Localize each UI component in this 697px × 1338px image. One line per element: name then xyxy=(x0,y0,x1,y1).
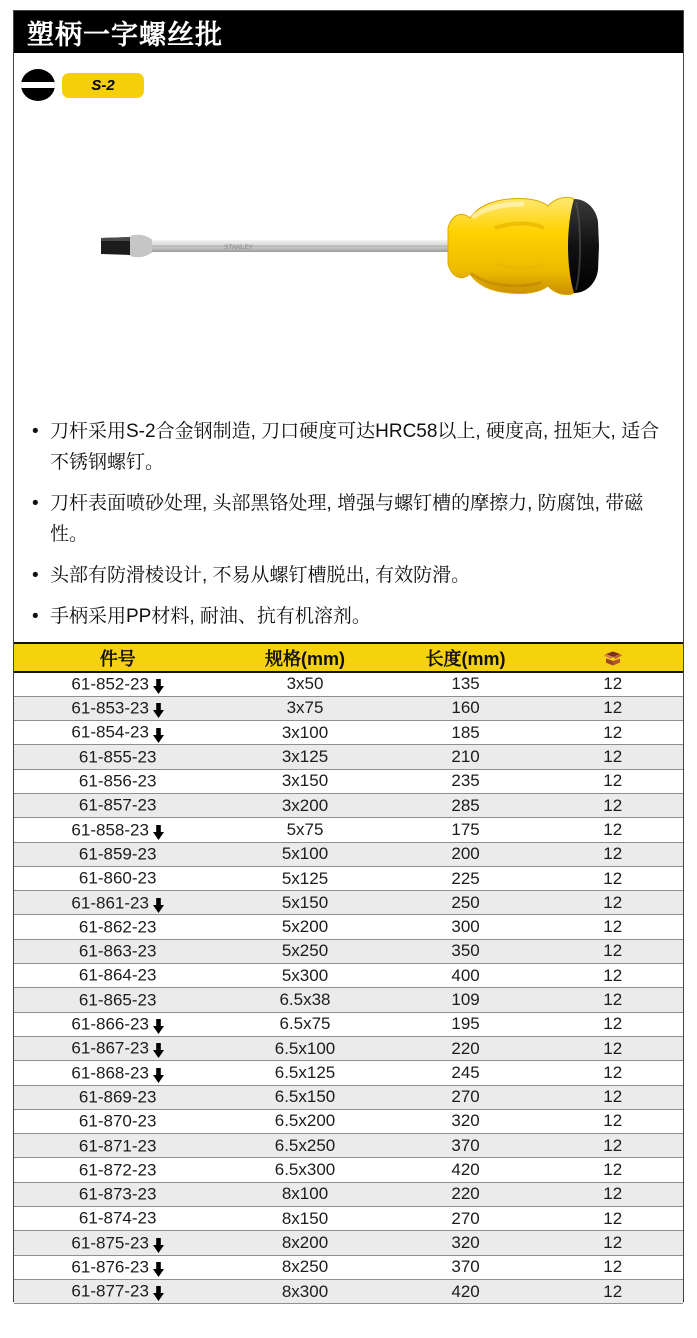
table-row xyxy=(14,1255,683,1279)
carton-icon xyxy=(602,650,624,667)
part-number-cell: 61-872-23 xyxy=(14,1158,221,1182)
spec-table-body xyxy=(14,672,683,1304)
spec-cell: 6.5x75 xyxy=(221,1012,388,1036)
length-cell: 220 xyxy=(389,1036,543,1060)
table-row xyxy=(14,1036,683,1060)
length-cell: 420 xyxy=(389,1158,543,1182)
title-bar xyxy=(14,11,683,53)
down-arrow-icon xyxy=(153,898,164,913)
part-number-cell: 61-865-23 xyxy=(14,988,221,1012)
part-number-cell: 61-863-23 xyxy=(14,939,221,963)
pack-qty-cell: 12 xyxy=(542,1109,683,1133)
pack-qty-cell: 12 xyxy=(542,1085,683,1109)
catalog-page xyxy=(13,10,684,1302)
pack-qty-cell: 12 xyxy=(542,1231,683,1255)
header-spec: 规格(mm) xyxy=(221,643,388,672)
table-row xyxy=(14,1207,683,1231)
steel-grade-badge: S-2 xyxy=(62,73,144,98)
table-row xyxy=(14,939,683,963)
spec-cell: 3x200 xyxy=(221,793,388,817)
part-number-cell: 61-857-23 xyxy=(14,793,221,817)
pack-qty-cell: 12 xyxy=(542,1279,683,1303)
header-pack-qty xyxy=(542,643,683,672)
down-arrow-icon xyxy=(153,825,164,840)
length-cell: 250 xyxy=(389,891,543,915)
table-row xyxy=(14,1134,683,1158)
part-number-cell: 61-868-23 xyxy=(14,1061,221,1085)
part-number-cell: 61-859-23 xyxy=(14,842,221,866)
part-number-cell: 61-856-23 xyxy=(14,769,221,793)
table-row xyxy=(14,1279,683,1303)
spec-cell: 5x100 xyxy=(221,842,388,866)
length-cell: 420 xyxy=(389,1279,543,1303)
pack-qty-cell: 12 xyxy=(542,1134,683,1158)
spec-cell: 5x250 xyxy=(221,939,388,963)
pack-qty-cell: 12 xyxy=(542,818,683,842)
blade-tip xyxy=(101,237,130,255)
spec-cell: 8x300 xyxy=(221,1279,388,1303)
table-row xyxy=(14,1231,683,1255)
table-row xyxy=(14,1182,683,1206)
spec-cell: 5x150 xyxy=(221,891,388,915)
table-row xyxy=(14,964,683,988)
table-row xyxy=(14,842,683,866)
length-cell: 160 xyxy=(389,696,543,720)
length-cell: 210 xyxy=(389,745,543,769)
down-arrow-icon xyxy=(153,1043,164,1058)
length-cell: 320 xyxy=(389,1109,543,1133)
part-number-cell: 61-867-23 xyxy=(14,1036,221,1060)
spec-table xyxy=(14,642,683,1304)
spec-cell: 6.5x100 xyxy=(221,1036,388,1060)
spec-cell: 8x200 xyxy=(221,1231,388,1255)
pack-qty-cell: 12 xyxy=(542,1061,683,1085)
pack-qty-cell: 12 xyxy=(542,866,683,890)
table-row xyxy=(14,1109,683,1133)
down-arrow-icon xyxy=(153,728,164,743)
down-arrow-icon xyxy=(153,1262,164,1277)
part-number-cell: 61-875-23 xyxy=(14,1231,221,1255)
feature-item: • 刀杆采用S-2合金钢制造, 刀口硬度可达HRC58以上, 硬度高, 扭矩大, 适合不锈钢螺钉。 xyxy=(30,416,669,478)
part-number-cell: 61-869-23 xyxy=(14,1085,221,1109)
length-cell: 175 xyxy=(389,818,543,842)
pack-qty-cell: 12 xyxy=(542,915,683,939)
length-cell: 300 xyxy=(389,915,543,939)
length-cell: 200 xyxy=(389,842,543,866)
spec-cell: 6.5x38 xyxy=(221,988,388,1012)
spec-cell: 6.5x150 xyxy=(221,1085,388,1109)
header-length: 长度(mm) xyxy=(389,643,543,672)
table-row xyxy=(14,1061,683,1085)
part-number-cell: 61-871-23 xyxy=(14,1134,221,1158)
length-cell: 109 xyxy=(389,988,543,1012)
table-row xyxy=(14,1085,683,1109)
header-part-number: 件号 xyxy=(14,643,221,672)
spec-cell: 8x100 xyxy=(221,1182,388,1206)
spec-cell: 3x75 xyxy=(221,696,388,720)
pack-qty-cell: 12 xyxy=(542,672,683,696)
length-cell: 270 xyxy=(389,1085,543,1109)
pack-qty-cell: 12 xyxy=(542,1012,683,1036)
table-row xyxy=(14,1158,683,1182)
badge-row xyxy=(21,68,683,102)
pack-qty-cell: 12 xyxy=(542,793,683,817)
length-cell: 270 xyxy=(389,1207,543,1231)
pack-qty-cell: 12 xyxy=(542,769,683,793)
table-row xyxy=(14,696,683,720)
table-row xyxy=(14,891,683,915)
part-number-cell: 61-864-23 xyxy=(14,964,221,988)
part-number-cell: 61-866-23 xyxy=(14,1012,221,1036)
length-cell: 370 xyxy=(389,1255,543,1279)
spec-cell: 6.5x125 xyxy=(221,1061,388,1085)
length-cell: 220 xyxy=(389,1182,543,1206)
pack-qty-cell: 12 xyxy=(542,988,683,1012)
part-number-cell: 61-861-23 xyxy=(14,891,221,915)
part-number-cell: 61-873-23 xyxy=(14,1182,221,1206)
length-cell: 320 xyxy=(389,1231,543,1255)
product-image xyxy=(74,186,614,316)
pack-qty-cell: 12 xyxy=(542,964,683,988)
pack-qty-cell: 12 xyxy=(542,1207,683,1231)
part-number-cell: 61-874-23 xyxy=(14,1207,221,1231)
length-cell: 195 xyxy=(389,1012,543,1036)
page-title: 塑柄一字螺丝批 xyxy=(27,19,223,50)
feature-list xyxy=(30,416,669,632)
table-row xyxy=(14,1012,683,1036)
table-row xyxy=(14,915,683,939)
length-cell: 350 xyxy=(389,939,543,963)
spec-cell: 3x50 xyxy=(221,672,388,696)
down-arrow-icon xyxy=(153,1068,164,1083)
table-header-row xyxy=(14,643,683,672)
table-row xyxy=(14,793,683,817)
slotted-screw-head-icon xyxy=(21,69,55,101)
pack-qty-cell: 12 xyxy=(542,1182,683,1206)
table-row xyxy=(14,988,683,1012)
end-cap xyxy=(568,199,599,293)
pack-qty-cell: 12 xyxy=(542,1036,683,1060)
spec-cell: 5x75 xyxy=(221,818,388,842)
table-row xyxy=(14,721,683,745)
spec-cell: 3x100 xyxy=(221,721,388,745)
pack-qty-cell: 12 xyxy=(542,1158,683,1182)
handle xyxy=(448,197,578,294)
part-number-cell: 61-855-23 xyxy=(14,745,221,769)
spec-cell: 3x125 xyxy=(221,745,388,769)
part-number-cell: 61-854-23 xyxy=(14,721,221,745)
feature-item: • 刀杆表面喷砂处理, 头部黑铬处理, 增强与螺钉槽的摩擦力, 防腐蚀, 带磁性。 xyxy=(30,488,669,550)
pack-qty-cell: 12 xyxy=(542,745,683,769)
part-number-cell: 61-860-23 xyxy=(14,866,221,890)
spec-cell: 3x150 xyxy=(221,769,388,793)
table-row xyxy=(14,672,683,696)
spec-cell: 8x250 xyxy=(221,1255,388,1279)
pack-qty-cell: 12 xyxy=(542,1255,683,1279)
shaft-brand-text: STANLEY xyxy=(224,244,254,251)
length-cell: 185 xyxy=(389,721,543,745)
feature-item: • 手柄采用PP材料, 耐油、抗有机溶剂。 xyxy=(30,601,669,632)
length-cell: 245 xyxy=(389,1061,543,1085)
down-arrow-icon xyxy=(153,1238,164,1253)
down-arrow-icon xyxy=(153,703,164,718)
length-cell: 235 xyxy=(389,769,543,793)
length-cell: 225 xyxy=(389,866,543,890)
part-number-cell: 61-852-23 xyxy=(14,672,221,696)
down-arrow-icon xyxy=(153,1019,164,1034)
table-row xyxy=(14,745,683,769)
feature-item: • 头部有防滑棱设计, 不易从螺钉槽脱出, 有效防滑。 xyxy=(30,560,669,591)
pack-qty-cell: 12 xyxy=(542,721,683,745)
table-row xyxy=(14,818,683,842)
length-cell: 285 xyxy=(389,793,543,817)
part-number-cell: 61-853-23 xyxy=(14,696,221,720)
part-number-cell: 61-870-23 xyxy=(14,1109,221,1133)
part-number-cell: 61-858-23 xyxy=(14,818,221,842)
part-number-cell: 61-862-23 xyxy=(14,915,221,939)
length-cell: 370 xyxy=(389,1134,543,1158)
length-cell: 400 xyxy=(389,964,543,988)
part-number-cell: 61-877-23 xyxy=(14,1279,221,1303)
pack-qty-cell: 12 xyxy=(542,939,683,963)
table-row xyxy=(14,866,683,890)
down-arrow-icon xyxy=(153,679,164,694)
spec-cell: 5x125 xyxy=(221,866,388,890)
spec-cell: 6.5x250 xyxy=(221,1134,388,1158)
spec-cell: 8x150 xyxy=(221,1207,388,1231)
spec-cell: 6.5x300 xyxy=(221,1158,388,1182)
pack-qty-cell: 12 xyxy=(542,696,683,720)
spec-cell: 5x200 xyxy=(221,915,388,939)
spec-cell: 6.5x200 xyxy=(221,1109,388,1133)
part-number-cell: 61-876-23 xyxy=(14,1255,221,1279)
spec-cell: 5x300 xyxy=(221,964,388,988)
length-cell: 135 xyxy=(389,672,543,696)
table-row xyxy=(14,769,683,793)
pack-qty-cell: 12 xyxy=(542,842,683,866)
pack-qty-cell: 12 xyxy=(542,891,683,915)
down-arrow-icon xyxy=(153,1286,164,1301)
